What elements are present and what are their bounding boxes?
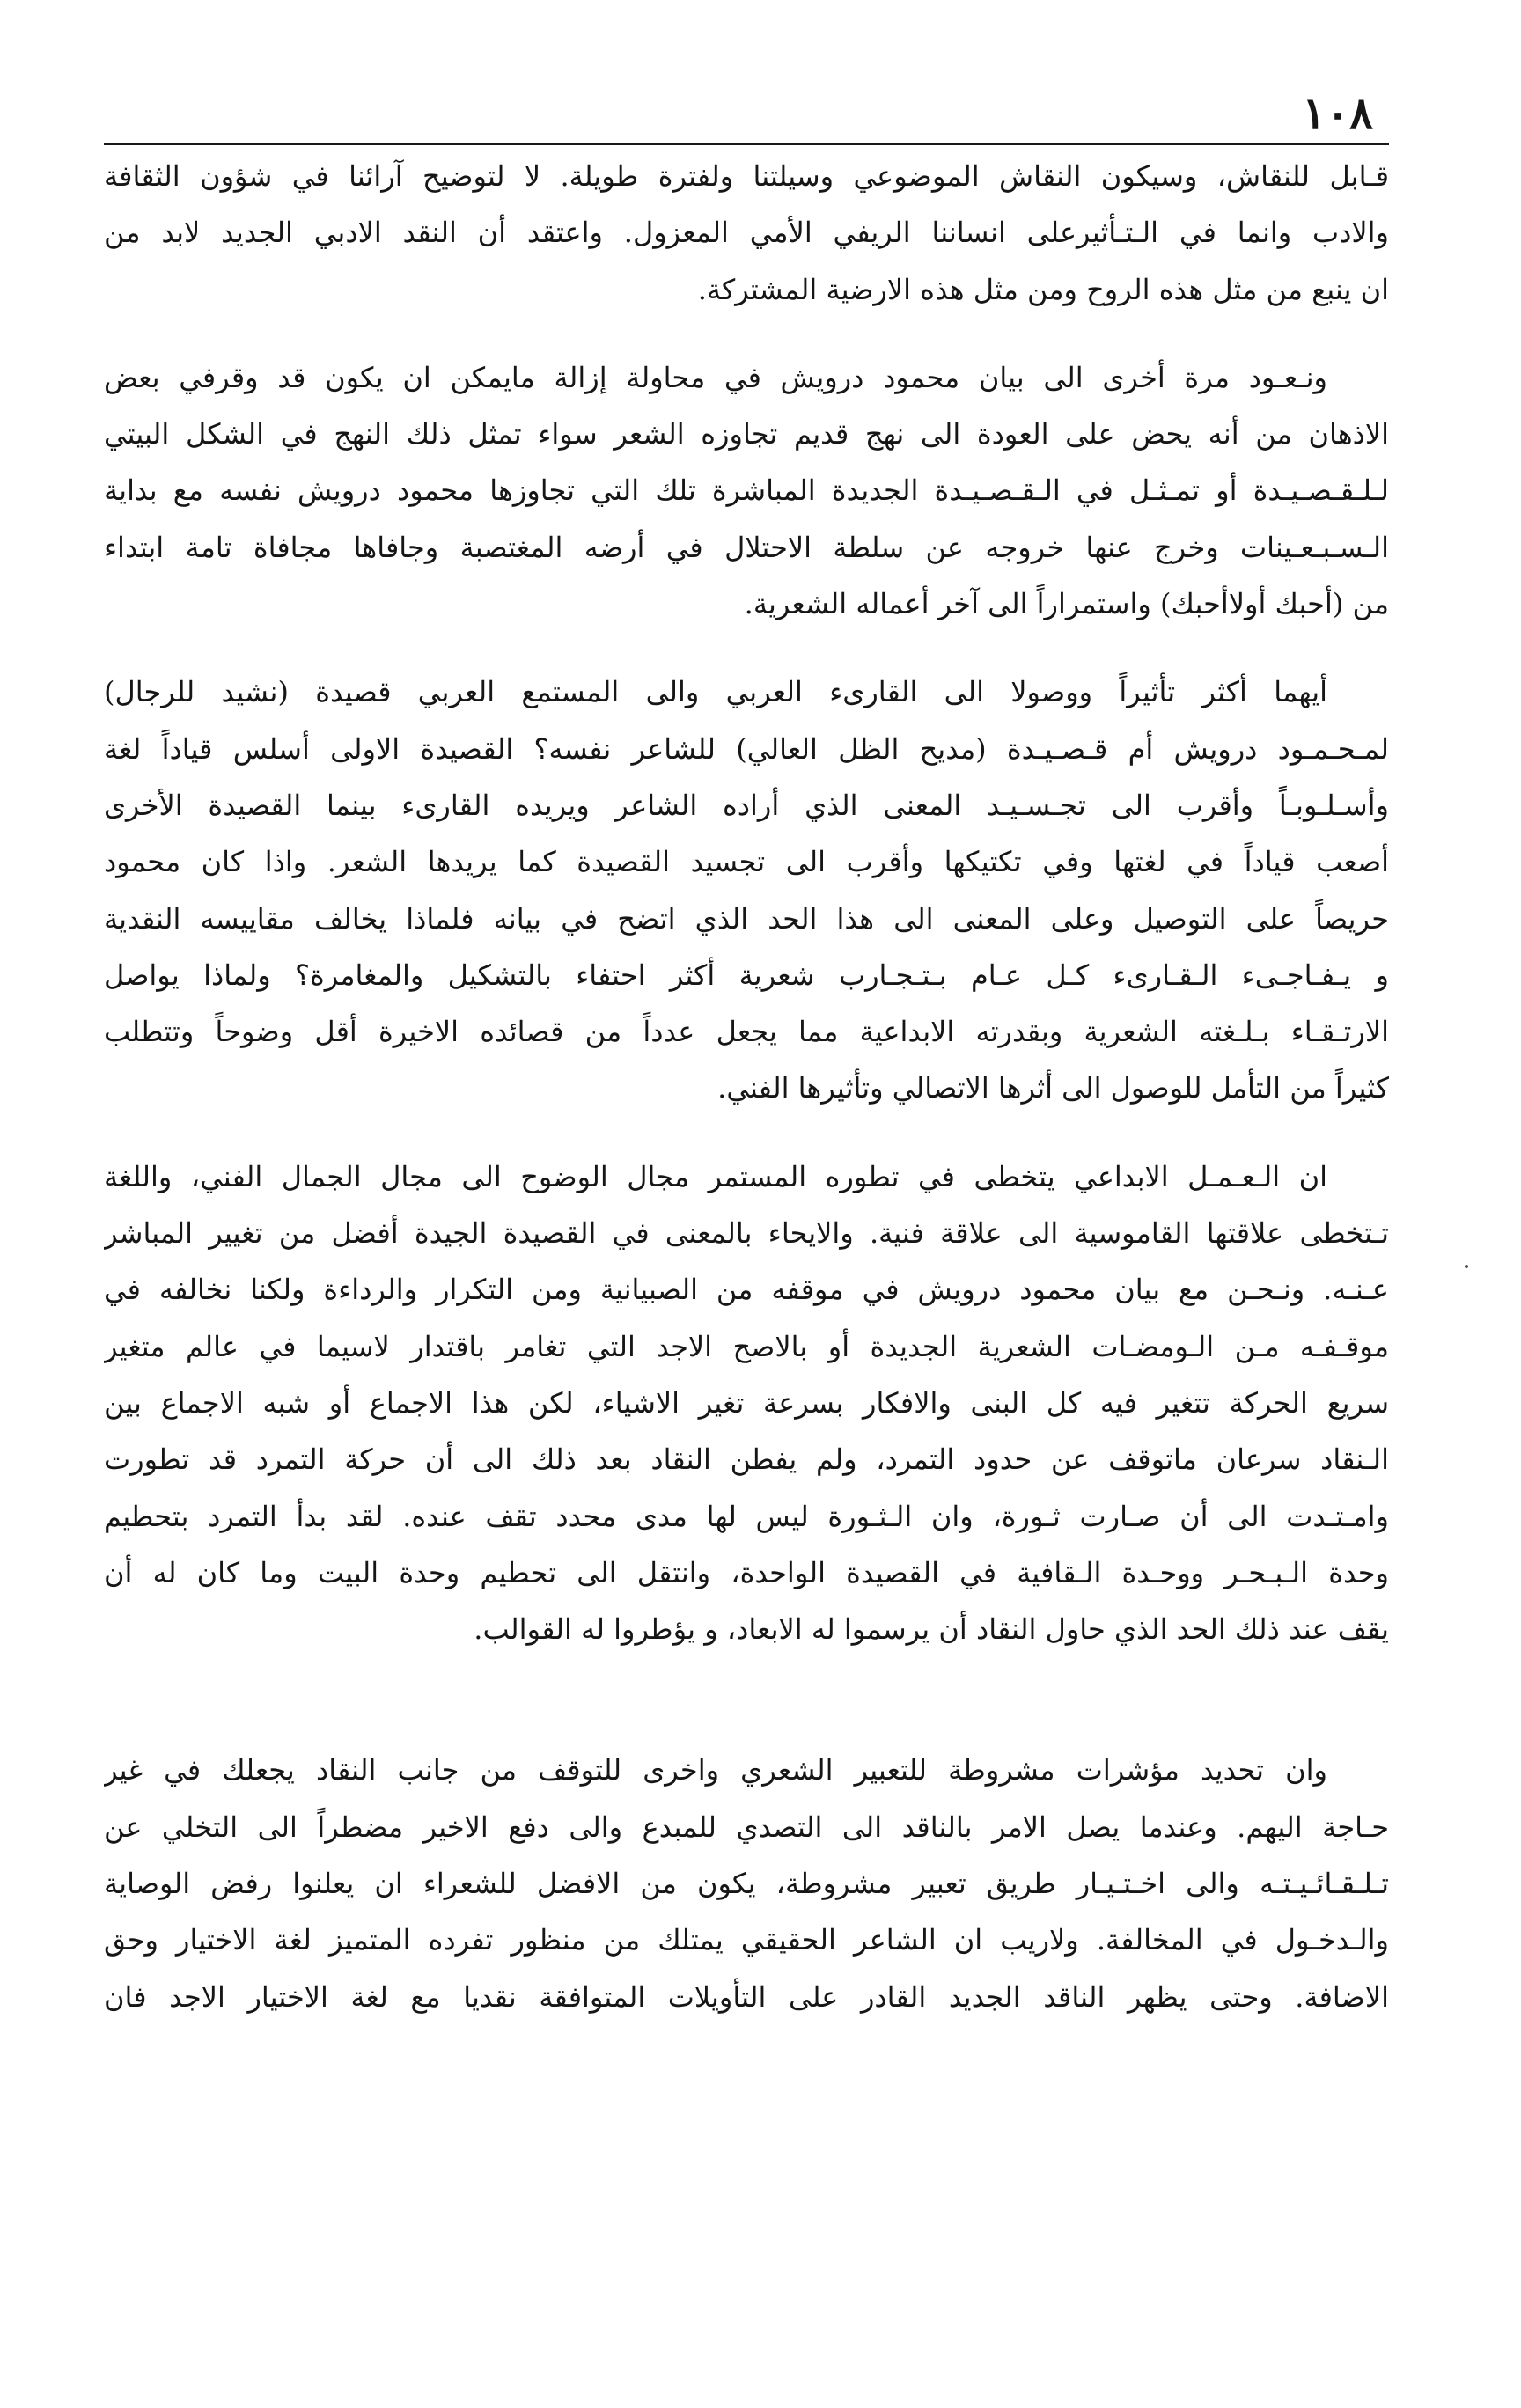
- text-line: ان الـعـمـل الابداعي يتخطى في تطوره المستمر مجال الوضوح الى مجال الجمال الفني، واللغة: [104, 1159, 1327, 1193]
- margin-speck: [1465, 1265, 1468, 1268]
- paragraph-5: [104, 1742, 1389, 2024]
- text-line: ونـعـود مرة أخرى الى بيان محمود درويش في محاولة إزالة مايمكن ان يكون قد وقرفي بعض: [104, 360, 1327, 394]
- text-line: موقـفـه مـن الـومضـات الشعرية الجديدة أو بالاصح الاجد التي تغامر باقتدار لاسيما في عالم متغير: [104, 1329, 1389, 1363]
- text-line: وأسـلـوبـاً وأقرب الى تجـسـيـد المعنى الذي أراده الشاعر ويريده القارىء بينما القصيدة الأخرى: [104, 788, 1389, 822]
- text-line: وحدة الـبـحـر ووحـدة الـقافية في القصيدة الواحدة، وانتقل الى تحطيم وحدة البيت وما كان له أن: [104, 1555, 1389, 1589]
- paragraph-1: [104, 148, 1389, 318]
- text-line: كثيراً من التأمل للوصول الى أثرها الاتصالي وتأثيرها الفني.: [717, 1071, 1389, 1105]
- text-line: من (أحبك أولاأحبك) واستمراراً الى آخر أعماله الشعرية.: [744, 587, 1389, 621]
- paragraph-2: [104, 349, 1389, 632]
- text-line: وامـتـدت الى أن صـارت ثـورة، وان الـثـورة ليس لها مدى محدد تقف عنده. لقد بدأ التمرد بتحطيم: [104, 1499, 1389, 1533]
- body-text: [104, 148, 1389, 2025]
- text-line: تـلـقـائـيـتـه والى اخـتـيـار طريق تعبير مشروطة، يكون من الافضل للشعراء ان يعلنوا رفض الوصاية: [104, 1867, 1389, 1901]
- text-line: الاذهان من أنه يحض على العودة الى نهج قديم تجاوزه الشعر سواء تمثل ذلك النهج في الشكل البيتي: [104, 417, 1389, 452]
- text-line: والـدخـول في المخالفة. ولاريب ان الشاعر الحقيقي يمتلك من منظور تفرده المتميز لغة الاختيار وحق: [104, 1923, 1389, 1957]
- text-line: يقف عند ذلك الحد الذي حاول النقاد أن يرسموا له الابعاد، و يؤطروا له القوالب.: [474, 1612, 1389, 1647]
- text-line: حـاجة اليهم. وعندما يصل الامر بالناقد الى التصدي للمبدع والى دفع الاخير مضطراً الى التخلي عن: [104, 1810, 1389, 1844]
- text-line: الارتـقـاء بـلـغته الشعرية وبقدرته الابداعية مما يجعل عدداً من قصائده الاخيرة أقل وضوحاً وتتطلب: [104, 1015, 1389, 1049]
- text-line: أصعب قياداً في لغتها وفي تكتيكها وأقرب الى تجسيد القصيدة كما يريدها الشعر. واذا كان محمود: [104, 845, 1389, 879]
- text-line: عـنـه. ونـحـن مع بيان محمود درويش في موقفه من الصبيانية ومن التكرار والرداءة ولكنا نخالفه في: [104, 1273, 1389, 1307]
- text-line: والادب وانما في الـتـأثيرعلى انساننا الريفي الأمي المعزول. واعتقد أن النقد الادبي الجديد لابد من: [104, 216, 1389, 250]
- text-line: قـابل للنقاش، وسيكون النقاش الموضوعي وسيلتنا ولفترة طويلة. لا لتوضيح آرائنا في شؤون الثقافة: [104, 159, 1389, 193]
- text-line: حريصاً على التوصيل وعلى المعنى الى هذا الحد الذي اتضح في بيانه فلماذا يخالف مقاييسه النقدية: [104, 901, 1389, 936]
- text-line: الاضافة. وحتى يظهر الناقد الجديد القادر على التأويلات المتوافقة نقديا مع لغة الاختيار الاجد فان: [104, 1979, 1389, 2014]
- text-line: و يـفـاجـىء الـقـارىء كـل عـام بـتـجـارب شعرية أكثر احتفاء بالتشكيل والمغامرة؟ ولماذا يواصل: [104, 958, 1389, 992]
- paragraph-4: [104, 1149, 1389, 1658]
- text-line: لمـحـمـود درويش أم قـصـيـدة (مديح الظل العالي) للشاعر نفسه؟ القصيدة الاولى أسلس قياداً لغة: [104, 731, 1389, 766]
- paragraph-3: [104, 664, 1389, 1116]
- text-line: وان تحديد مؤشرات مشروطة للتعبير الشعري واخرى للتوقف من جانب النقاد يجعلك في غير: [104, 1753, 1327, 1788]
- header-rule: [104, 143, 1389, 145]
- text-line: ان ينبع من مثل هذه الروح ومن مثل هذه الارضية المشتركة.: [697, 272, 1389, 306]
- text-line: الـسـبـعـينات وخرج عنها خروجه عن سلطة الاحتلال في أرضه المغتصبة وجافاها مجافاة تامة ابتداء: [104, 530, 1389, 564]
- text-line: لـلـقـصـيـدة أو تمـثـل في الـقـصـيـدة الجديدة المباشرة تلك التي تجاوزها محمود درويش نفسه مع بداية: [104, 474, 1389, 508]
- page-header: [104, 84, 1389, 143]
- page-number: ١٠٨: [1302, 87, 1373, 139]
- text-line: الـنقاد سرعان ماتوقف عن حدود التمرد، ولم يفطن النقاد بعد ذلك الى أن حركة التمرد قد تطورت: [104, 1443, 1389, 1477]
- text-line: أيهما أكثر تأثيراً ووصولا الى القارىء العربي والى المستمع العربي قصيدة (نشيد للرجال): [104, 675, 1327, 709]
- text-line: سريع الحركة تتغير فيه كل البنى والافكار بسرعة تغير الاشياء، لكن هذا الاجماع أو شبه الاجماع بين: [104, 1385, 1389, 1420]
- text-line: تـتخطى علاقتها القاموسية الى علاقة فنية. والايحاء بالمعنى في القصيدة الجيدة أفضل من تغيير المباشر: [104, 1216, 1389, 1251]
